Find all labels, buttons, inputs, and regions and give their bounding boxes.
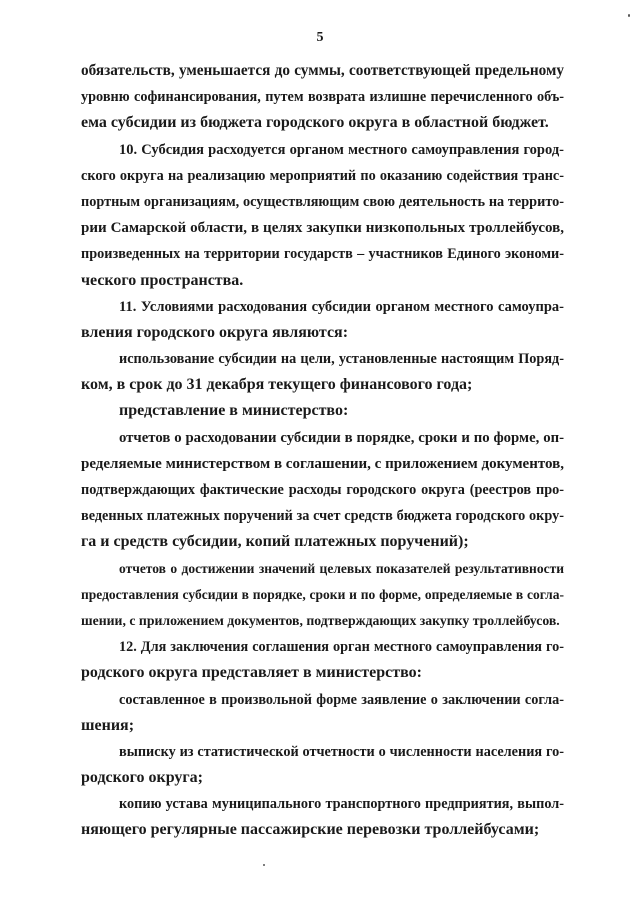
- text-line: уровню софинансирования, путем возврата излишне перечисленного объ-: [81, 89, 564, 106]
- paragraph-10-start: 10. Субсидия расходуется органом местного самоуправления город-: [119, 141, 564, 158]
- paragraph-start: использование субсидии на цели, установленные настоящим Поряд-: [119, 351, 564, 368]
- text-line: подтверждающих фактические расходы городского округа (реестров про-: [81, 482, 564, 498]
- paragraph-start: отчетов о достижении значений целевых показателей результативности: [119, 560, 564, 576]
- paragraph-11-start: 11. Условиями расходования субсидии органом местного самоупра-: [119, 298, 564, 315]
- scan-speck: [263, 864, 265, 866]
- text-line: ема субсидии из бюджета городского округа в областной бюджет.: [81, 114, 549, 132]
- text-line: ком, в срок до 31 декабря текущего финансового года;: [81, 376, 473, 394]
- text-line: родского округа представляет в министерство:: [81, 664, 422, 682]
- text-line: ческого пространства.: [81, 271, 244, 289]
- text-line: шении, с приложением документов, подтверждающих закупку троллейбусов.: [81, 612, 560, 628]
- paragraph-12-start: 12. Для заключения соглашения орган местного самоуправления го-: [119, 639, 564, 656]
- paragraph-start: копию устава муниципального транспортного предприятия, выпол-: [119, 796, 564, 813]
- text-line: ределяемые министерством в соглашении, с приложением документов,: [81, 455, 564, 472]
- document-body: [81, 58, 564, 844]
- text-line: родского округа;: [81, 769, 204, 787]
- text-line: рии Самарской области, в целях закупки низкопольных троллейбусов,: [81, 220, 564, 237]
- scan-speck: [628, 14, 630, 17]
- text-line: шения;: [81, 716, 135, 734]
- paragraph-start: выписку из статистической отчетности о численности населения го-: [119, 743, 564, 760]
- text-line: веденных платежных поручений за счет средств бюджета городского окру-: [81, 508, 564, 525]
- text-line: вления городского округа являются:: [81, 323, 349, 341]
- text-line: га и средств субсидии, копий платежных поручений);: [81, 533, 469, 551]
- text-line: няющего регулярные пассажирские перевозки троллейбусами;: [81, 821, 540, 839]
- paragraph-start: отчетов о расходовании субсидии в порядке, сроки и по форме, оп-: [119, 429, 564, 446]
- text-line: предоставления субсидии в порядке, сроки и по форме, определяемые в согла-: [81, 586, 564, 602]
- paragraph-start: представление в министерство:: [119, 402, 349, 420]
- text-line: ского округа на реализацию мероприятий по оказанию содействия транс-: [81, 167, 564, 184]
- text-line: портным организациям, осуществляющим свою деятельность на террито-: [81, 193, 564, 210]
- text-line: произведенных на территории государств – участников Единого экономи-: [81, 246, 564, 263]
- page-number: 5: [316, 30, 324, 45]
- text-line: обязательств, уменьшается до суммы, соответствующей предельному: [81, 62, 564, 79]
- paragraph-start: составленное в произвольной форме заявление о заключении согла-: [119, 691, 564, 708]
